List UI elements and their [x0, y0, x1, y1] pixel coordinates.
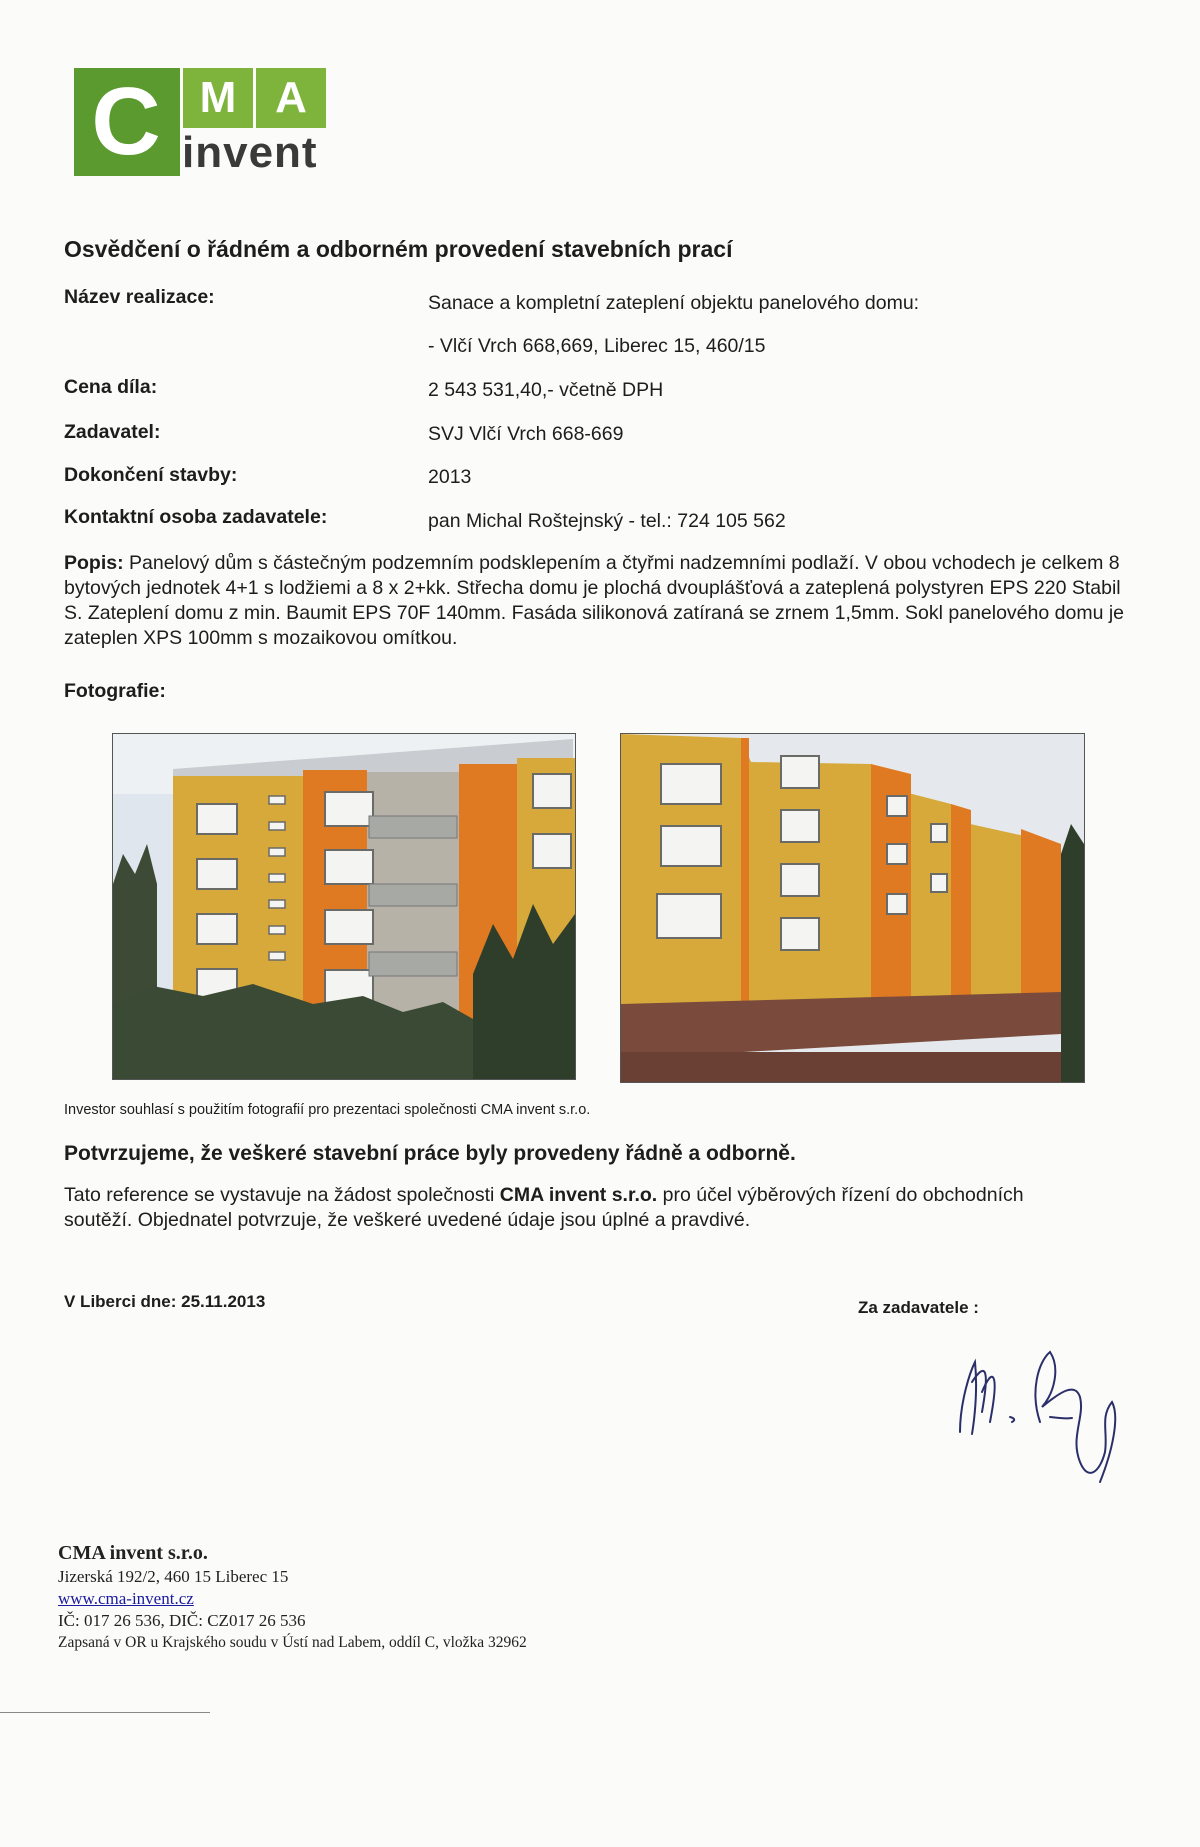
logo-c-tile	[74, 68, 180, 176]
photos-label: Fotografie:	[64, 680, 166, 702]
reference-part2: pro účel výběrových řízení do obchodních soutěží. Objednatel potvrzuje, že veškeré uvedené údaje jsou úplné a pravdivé.	[64, 1184, 1024, 1231]
cena-label: Cena díla:	[64, 376, 158, 398]
building-photo-left	[112, 733, 576, 1080]
kontakt-label: Kontaktní osoba zadavatele:	[64, 506, 328, 528]
reference-company: CMA invent s.r.o.	[499, 1184, 658, 1206]
footer-address: Jizerská 192/2, 460 15 Liberec 15	[58, 1567, 289, 1586]
dokonceni-value: 2013	[428, 466, 472, 488]
description-text: Panelový dům s částečným podzemním podsklepením a čtyřmi nadzemními podlaží. V obou vchodech je celkem 8 bytových jednotek 4+1 s lodžiemi a 8 x 2+kk. Střecha domu je plochá dvouplášťová a zateplená polystyren EPS 220 Stabil S. Zateplení domu z min. Baumit EPS 70F 140mm. Fasáda silikonová zatíraná se zrnem 1,5mm. Sokl panelového domu je zateplen XPS 100mm s mozaikovou omítkou.	[64, 552, 1125, 649]
company-logo	[74, 68, 330, 180]
zadavatel-label: Zadavatel:	[64, 421, 161, 443]
building-photo-right-drawing	[621, 734, 1084, 1082]
description-label: Popis:	[64, 552, 124, 574]
footer-company-name: CMA invent s.r.o.	[58, 1542, 208, 1564]
logo-letter-a: A	[256, 68, 326, 128]
building-photo-left-drawing	[113, 734, 575, 1079]
footer-divider	[0, 1712, 210, 1713]
signatory-label: Za zadavatele :	[858, 1298, 979, 1317]
confirmation-statement: Potvrzujeme, že veškeré stavební práce byly provedeny řádně a odborně.	[64, 1142, 796, 1165]
signature-strokes	[930, 1322, 1150, 1502]
logo-word: invent	[182, 128, 318, 177]
handwritten-signature	[930, 1322, 1150, 1502]
footer-registration: Zapsaná v OR u Krajského soudu v Ústí nad Labem, oddíl C, vložka 32962	[58, 1634, 527, 1651]
building-photo-right	[620, 733, 1085, 1083]
document-title: Osvědčení o řádném a odborném provedení stavebních prací	[64, 236, 733, 262]
reference-paragraph	[64, 1183, 1024, 1233]
company-footer	[58, 1540, 527, 1654]
reference-part1: Tato reference se vystavuje na žádost společnosti	[64, 1184, 500, 1206]
logo-letter-m: M	[183, 68, 253, 128]
place-and-date: V Liberci dne: 25.11.2013	[64, 1292, 266, 1311]
description-paragraph	[64, 551, 1144, 651]
dokonceni-label: Dokončení stavby:	[64, 464, 238, 486]
footer-website-link[interactable]: www.cma-invent.cz	[58, 1589, 194, 1608]
realizace-label: Název realizace:	[64, 286, 215, 308]
footer-company-ids: IČ: 017 26 536, DIČ: CZ017 26 536	[58, 1611, 306, 1630]
realizace-value-line2: - Vlčí Vrch 668,669, Liberec 15, 460/15	[428, 335, 766, 357]
realizace-value-line1: Sanace a kompletní zateplení objektu panelového domu:	[428, 292, 920, 314]
cena-value: 2 543 531,40,- včetně DPH	[428, 379, 664, 401]
logo-letter-c: C	[91, 68, 161, 175]
photo-consent-note: Investor souhlasí s použitím fotografií pro prezentaci společnosti CMA invent s.r.o.	[64, 1102, 591, 1118]
zadavatel-value: SVJ Vlčí Vrch 668-669	[428, 423, 624, 445]
kontakt-value: pan Michal Roštejnský - tel.: 724 105 562	[428, 510, 786, 532]
